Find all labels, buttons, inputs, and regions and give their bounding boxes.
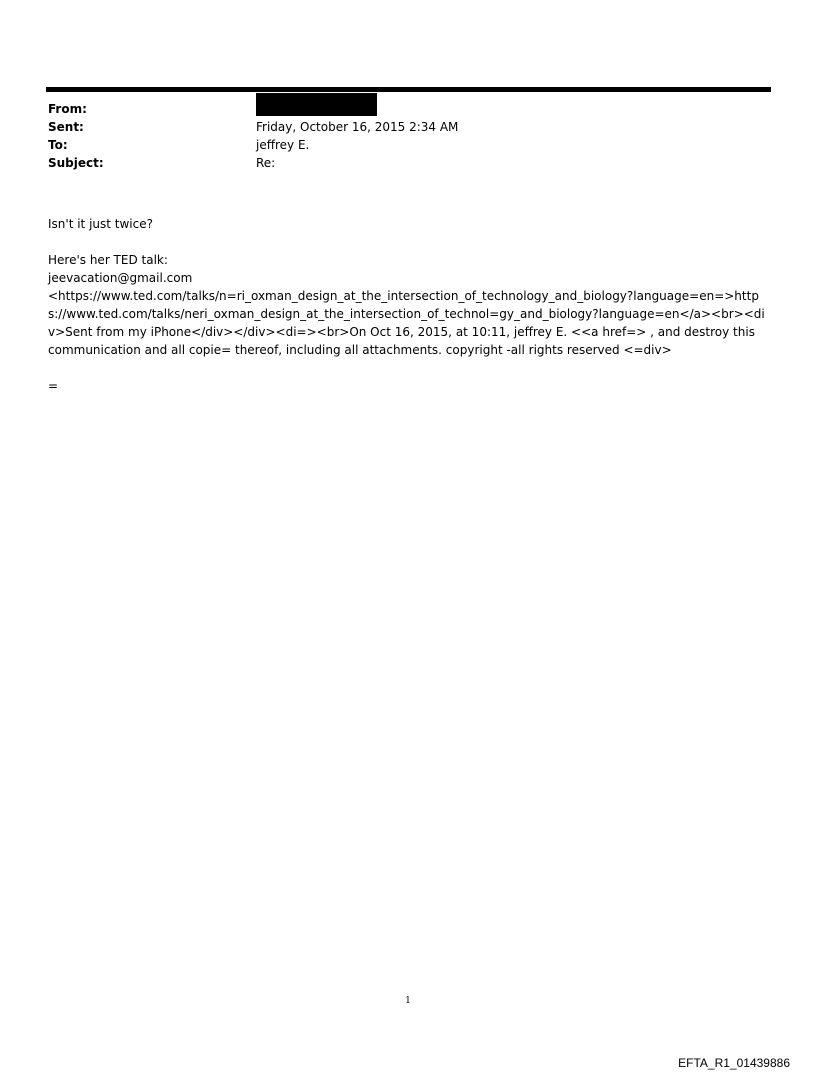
- subject-label: Subject:: [48, 156, 104, 170]
- body-line: <https://www.ted.com/talks/n=ri_oxman_design_at_the_intersection_of_technology_and_biology?language=en=>http: [48, 289, 759, 303]
- bates-number: EFTA_R1_01439886: [678, 1056, 790, 1070]
- subject-row: [48, 154, 748, 172]
- from-value: [256, 100, 748, 118]
- body-line: Isn't it just twice?: [48, 217, 153, 231]
- redaction-box: [256, 93, 377, 116]
- body-line: jeevacation@gmail.com: [48, 271, 193, 285]
- body-line: =: [48, 379, 59, 393]
- body-line: Here's her TED talk:: [48, 253, 168, 267]
- sent-label: Sent:: [48, 120, 84, 134]
- to-label: To:: [48, 138, 68, 152]
- to-value: jeffrey E.: [256, 138, 310, 152]
- body-line: v>Sent from my iPhone</div></div><di=><br>On Oct 16, 2015, at 10:11, jeffrey E. <<a href=> , and destroy this: [48, 325, 755, 339]
- header-rule: [46, 87, 771, 92]
- sent-row: [48, 118, 748, 136]
- email-header: [48, 100, 748, 172]
- subject-value: Re:: [256, 156, 276, 170]
- email-body: [48, 215, 778, 395]
- from-label: From:: [48, 102, 87, 116]
- to-row: [48, 136, 748, 154]
- body-line: communication and all copie= thereof, including all attachments. copyright -all rights reserved <=div>: [48, 343, 672, 357]
- sent-value: Friday, October 16, 2015 2:34 AM: [256, 120, 459, 134]
- body-line: s://www.ted.com/talks/neri_oxman_design_at_the_intersection_of_technol=gy_and_biology?language=en</a><br><di: [48, 307, 765, 321]
- page-number: 1: [405, 996, 411, 1006]
- from-row: [48, 100, 748, 118]
